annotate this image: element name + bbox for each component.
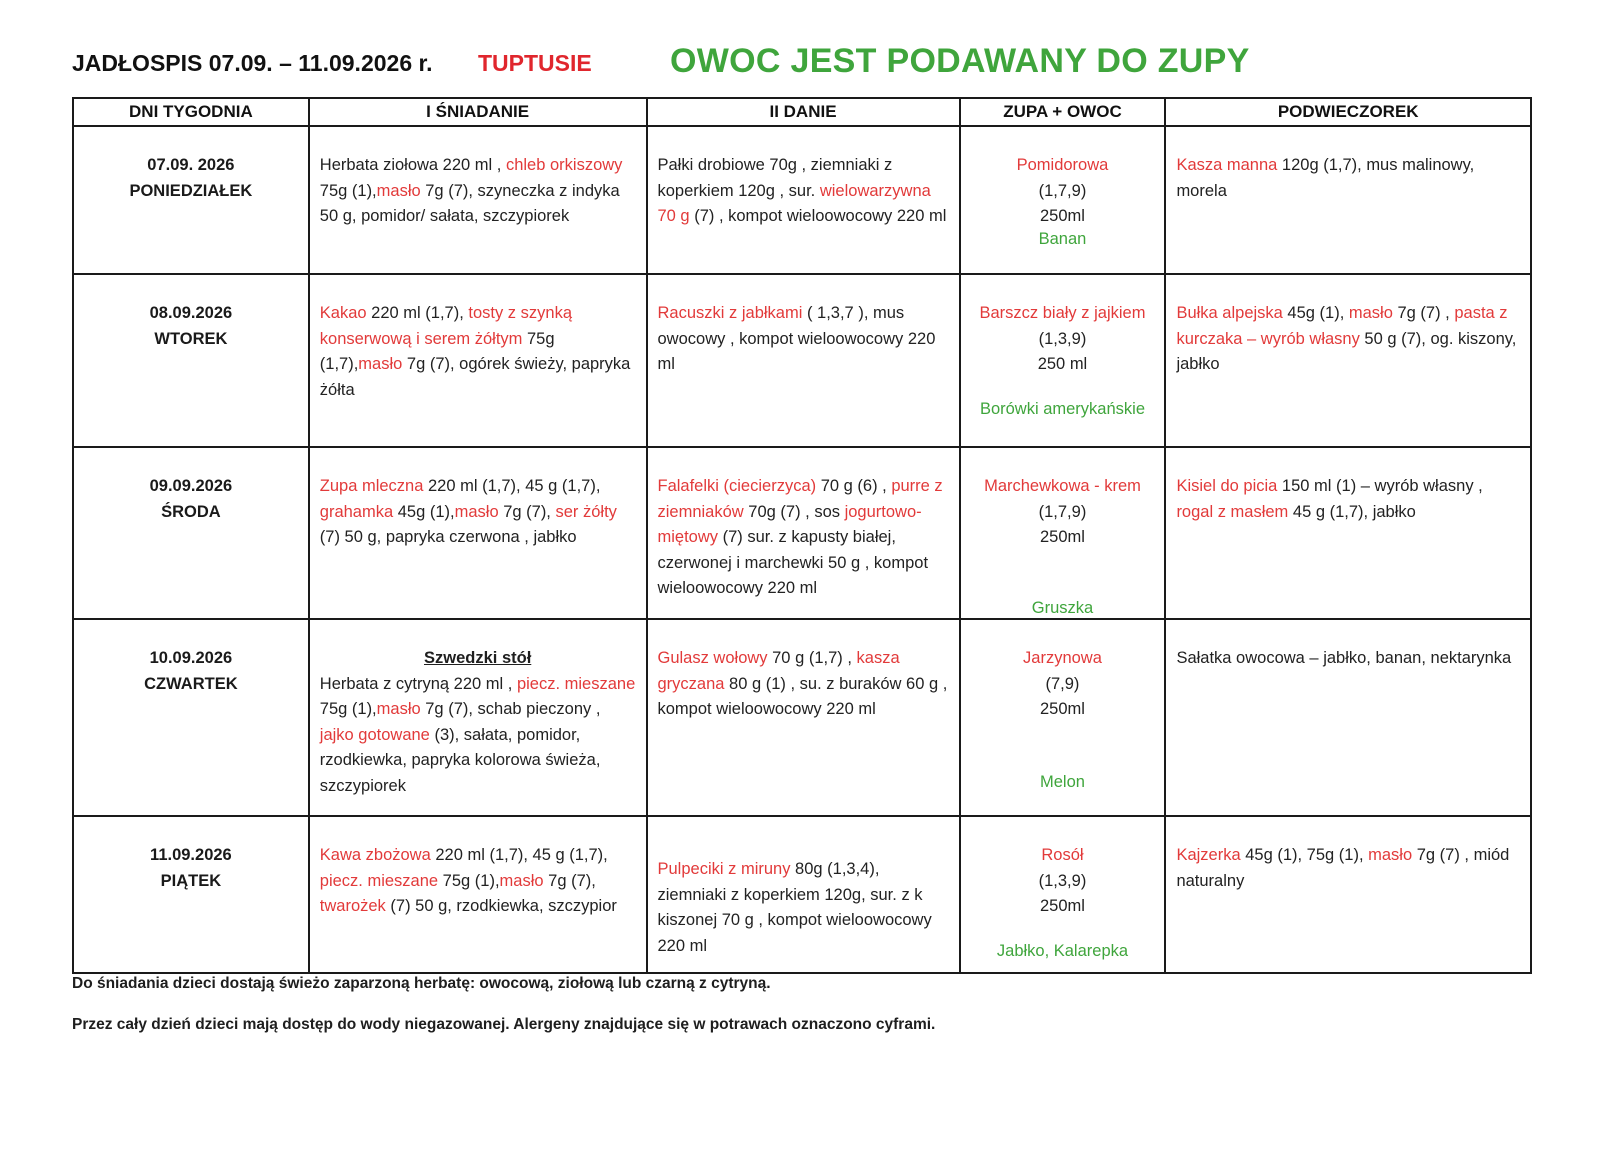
menu-item-highlight: Gulasz wołowy (657, 649, 768, 667)
day-date: 11.09.2026 (150, 846, 232, 864)
menu-item-highlight: masło (1348, 304, 1393, 322)
breakfast-heading: Szwedzki stół (424, 649, 532, 667)
menu-text: 70 g (6) , (816, 477, 892, 495)
menu-item-highlight: Falafelki (ciecierzyca) (657, 477, 817, 495)
soup-name: Marchewkowa - krem (984, 477, 1141, 495)
menu-text: Herbata ziołowa 220 ml , (319, 156, 506, 174)
menu-text: 80 g (1) , su. z buraków 60 g , kompot wieloowocowy 220 ml (657, 674, 948, 718)
menu-item-highlight: rogal z masłem (1176, 502, 1289, 521)
menu-text: 70 g (1,7) , (767, 649, 857, 667)
snack-cell (1165, 619, 1531, 816)
menu-item-highlight: masło (376, 181, 421, 200)
snack-cell (1165, 274, 1531, 447)
menu-item-highlight: tosty z szynką konserwową i serem żółtym (319, 304, 572, 348)
menu-item-highlight: Kajzerka (1176, 846, 1241, 864)
menu-text: 80g (1,3,4), ziemniaki z koperkiem 120g, sur. z k kiszonej 70 g , kompot wieloowocowy 220 ml (657, 860, 932, 955)
menu-item-highlight: masło (499, 871, 544, 890)
fruit-name: Borówki amerykańskie (979, 400, 1145, 418)
fruit-name: Banan (1038, 230, 1087, 248)
menu-item-highlight: Zupa mleczna (319, 477, 424, 495)
menu-item-highlight: piecz. mieszane (516, 674, 636, 693)
menu-item-highlight: purre z ziemniaków (657, 477, 943, 521)
main-dish-cell (647, 274, 960, 447)
menu-body (73, 126, 1531, 973)
main-dish-cell (647, 619, 960, 816)
breakfast-cell (309, 619, 647, 816)
soup-portion: 250ml (1040, 207, 1085, 225)
menu-item-highlight: masło (1368, 846, 1413, 864)
footnote-tea: Do śniadania dzieci dostają świeżo zaparzoną herbatę: owocową, ziołową lub czarną z cytryną. (72, 975, 771, 992)
menu-text: 220 ml (1,7), 45 g (1,7), (430, 846, 608, 864)
day-name: WTOREK (154, 329, 228, 348)
day-date: 08.09.2026 (149, 304, 233, 322)
table-row (73, 619, 1531, 816)
breakfast-cell (309, 274, 647, 447)
menu-item-highlight: masło (376, 700, 421, 718)
snack-cell (1165, 126, 1531, 274)
fruit-name: Jabłko, Kalarepka (996, 942, 1129, 960)
soup-name: Rosół (1041, 846, 1084, 864)
soup-portion: 250ml (1040, 700, 1085, 718)
soup-name: Barszcz biały z jajkiem (979, 304, 1146, 322)
menu-text: 120g (1,7), mus malinowy, morela (1176, 156, 1475, 200)
menu-item-highlight: masło (358, 355, 403, 373)
menu-text: 45g (1), 75g (1), (1240, 846, 1369, 864)
day-name: PIĄTEK (160, 871, 222, 890)
menu-item-highlight: Kasza manna (1176, 156, 1278, 174)
day-cell (73, 126, 309, 274)
menu-text: 7g (7), schab pieczony , (420, 700, 601, 718)
day-cell (73, 816, 309, 973)
column-header-days: DNI TYGODNIA (73, 98, 309, 126)
menu-text: 75g (1), (438, 871, 500, 890)
day-date: 10.09.2026 (149, 649, 233, 667)
day-cell (73, 447, 309, 619)
soup-portion: 250ml (1040, 897, 1085, 915)
table-header-row (73, 98, 1531, 126)
menu-item-highlight: Pulpeciki z miruny (657, 860, 791, 878)
menu-text: 220 ml (1,7), (366, 304, 469, 322)
column-header-snack: PODWIECZOREK (1165, 98, 1531, 126)
breakfast-cell (309, 126, 647, 274)
column-header-breakfast: I ŚNIADANIE (309, 98, 647, 126)
table-row (73, 126, 1531, 274)
soup-allergens: (1,7,9) (1038, 502, 1087, 521)
menu-item-highlight: Racuszki z jabłkami (657, 304, 803, 322)
menu-text: 50 g (7), og. kiszony, jabłko (1176, 329, 1517, 373)
column-header-soup: ZUPA + OWOC (960, 98, 1166, 126)
menu-item-highlight: piecz. mieszane (319, 871, 439, 890)
soup-cell (960, 816, 1166, 973)
snack-cell (1165, 447, 1531, 619)
menu-text: 70g (7) , sos (743, 502, 845, 521)
soup-cell (960, 619, 1166, 816)
menu-item-highlight: twarożek (319, 897, 386, 915)
fruit-note: OWOC JEST PODAWANY DO ZUPY (670, 42, 1250, 80)
menu-text: ( 1,3,7 ), mus owocowy , kompot wieloowocowy 220 ml (657, 304, 936, 373)
day-name: ŚRODA (161, 502, 221, 521)
menu-text: 45 g (1,7), jabłko (1288, 502, 1416, 521)
soup-name: Pomidorowa (1016, 156, 1109, 174)
menu-text: 220 ml (1,7), 45 g (1,7), (423, 477, 601, 495)
menu-text: 7g (7), (498, 502, 556, 521)
soup-portion: 250 ml (1037, 355, 1088, 373)
menu-item-highlight: Kakao (319, 304, 367, 322)
fruit-name: Melon (1040, 773, 1085, 791)
soup-allergens: (7,9) (1045, 674, 1080, 693)
menu-text: 75g (1,7), (319, 329, 555, 373)
menu-text: 7g (7), ogórek świeży, papryka żółta (319, 355, 631, 399)
menu-text: 7g (7), (543, 871, 596, 890)
menu-item-highlight: jajko gotowane (319, 725, 430, 744)
menu-item-highlight: grahamka (319, 502, 394, 521)
day-date: 07.09. 2026 (147, 156, 235, 174)
soup-cell (960, 274, 1166, 447)
breakfast-cell (309, 447, 647, 619)
fruit-name: Gruszka (1031, 599, 1094, 617)
soup-name: Jarzynowa (1023, 649, 1102, 667)
menu-text: 75g (1), (319, 700, 377, 718)
table-row (73, 447, 1531, 619)
main-dish-cell (647, 816, 960, 973)
column-header-main: II DANIE (647, 98, 960, 126)
table-row (73, 274, 1531, 447)
menu-text: 45g (1), (1282, 304, 1349, 322)
menu-text: 45g (1), (393, 502, 455, 521)
menu-text: (7) , kompot wieloowocowy 220 ml (689, 207, 947, 225)
breakfast-cell (309, 816, 647, 973)
day-cell (73, 619, 309, 816)
menu-item-highlight: Bułka alpejska (1176, 304, 1283, 322)
snack-cell (1165, 816, 1531, 973)
table-row (73, 816, 1531, 973)
day-date: 09.09.2026 (149, 477, 233, 495)
menu-item-highlight: wielowarzywna 70 g (657, 181, 931, 225)
day-cell (73, 274, 309, 447)
menu-item-highlight: chleb orkiszowy (505, 156, 623, 174)
group-name: TUPTUSIE (478, 50, 592, 76)
menu-title: JADŁOSPIS 07.09. – 11.09.2026 r. (72, 50, 433, 76)
menu-text: (7) 50 g, rzodkiewka, szczypior (385, 897, 617, 915)
menu-item-highlight: jogurtowo-miętowy (657, 502, 922, 546)
menu-text: 7g (7) , miód naturalny (1176, 846, 1510, 890)
day-name: PONIEDZIAŁEK (129, 181, 253, 200)
menu-text: Herbata z cytryną 220 ml , (319, 674, 517, 693)
menu-text: (7) 50 g, papryka czerwona , jabłko (319, 528, 577, 546)
menu-text: 75g (1), (319, 181, 377, 200)
menu-text: Sałatka owocowa – jabłko, banan, nektarynka (1176, 649, 1512, 667)
soup-allergens: (1,7,9) (1038, 181, 1087, 200)
menu-text: 150 ml (1) – wyrób własny , (1277, 477, 1483, 495)
soup-allergens: (1,3,9) (1038, 871, 1087, 890)
soup-allergens: (1,3,9) (1038, 329, 1087, 348)
soup-cell (960, 126, 1166, 274)
footnote-water: Przez cały dzień dzieci mają dostęp do wody niegazowanej. Alergeny znajdujące się w potrawach oznaczono cyframi. (72, 1016, 936, 1033)
page-header (72, 42, 1532, 92)
menu-text: 7g (7) , (1392, 304, 1455, 322)
main-dish-cell (647, 447, 960, 619)
menu-item-highlight: Kawa zbożowa (319, 846, 431, 864)
menu-item-highlight: kasza gryczana (657, 649, 900, 693)
soup-cell (960, 447, 1166, 619)
menu-item-highlight: ser żółty (555, 502, 617, 521)
menu-item-highlight: masło (454, 502, 499, 521)
day-name: CZWARTEK (144, 674, 238, 693)
menu-text: (7) sur. z kapusty białej, czerwonej i marchewki 50 g , kompot wieloowocowy 220 ml (657, 528, 929, 597)
menu-text: 7g (7), szyneczka z indyka 50 g, pomidor/ sałata, szczypiorek (319, 181, 620, 225)
soup-portion: 250ml (1040, 528, 1085, 546)
menu-text: Pałki drobiowe 70g , ziemniaki z koperkiem 120g , sur. (657, 156, 893, 200)
main-dish-cell (647, 126, 960, 274)
menu-item-highlight: pasta z kurczaka – wyrób własny (1176, 304, 1508, 348)
menu-table (72, 97, 1532, 974)
menu-text: (3), sałata, pomidor, rzodkiewka, papryka kolorowa świeża, szczypiorek (319, 725, 601, 795)
menu-item-highlight: Kisiel do picia (1176, 477, 1278, 495)
